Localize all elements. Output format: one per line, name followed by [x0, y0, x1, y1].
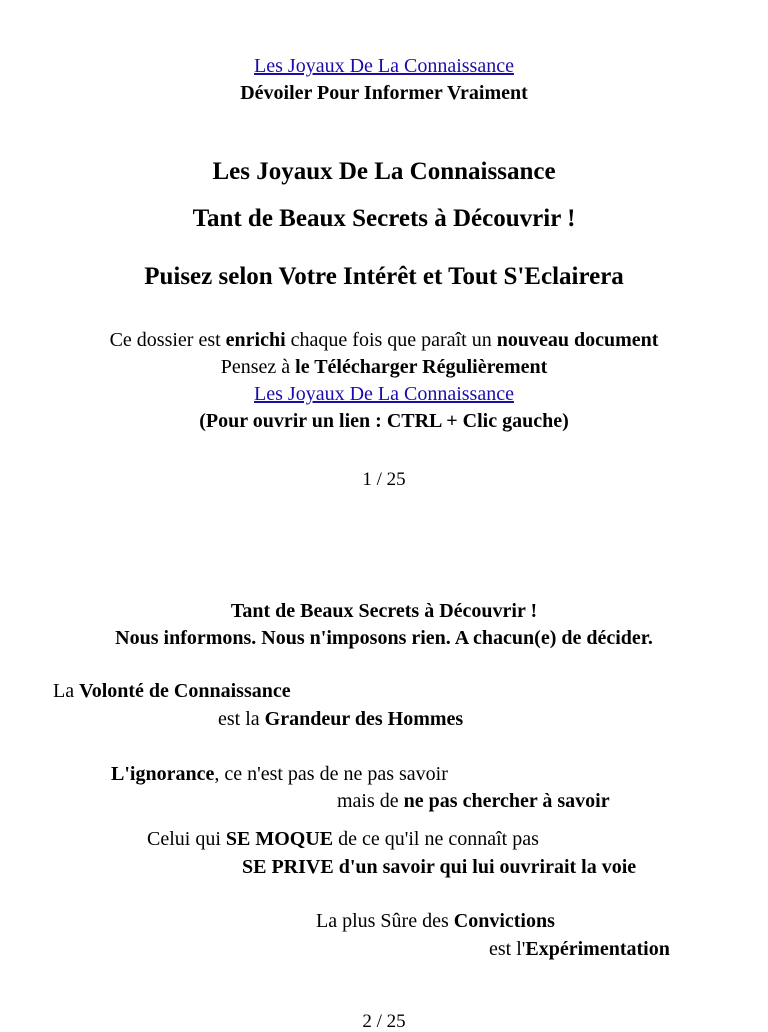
title-2: Tant de Beaux Secrets à Découvrir !: [192, 205, 576, 232]
quote-text: La plus Sûre des: [316, 910, 454, 932]
quote-bold: Grandeur des Hommes: [264, 708, 464, 730]
intro-bold: nouveau document: [496, 329, 659, 351]
tagline: [0, 83, 768, 103]
quote-bold: L'ignorance: [111, 763, 215, 785]
intro-bold: le Télécharger Régulièrement: [295, 356, 548, 378]
title-3: Puisez selon Votre Intérêt et Tout S'Eclairera: [144, 263, 624, 290]
section2-heading-2: [0, 628, 768, 648]
quote-bold: Volonté de Connaissance: [79, 680, 291, 702]
quote-1-line-2: [218, 709, 463, 729]
quote-4-line-2: [489, 939, 670, 959]
intro-text: chaque fois que paraît un: [285, 329, 497, 351]
quote-bold: SE MOQUE: [225, 828, 334, 850]
quote-4-line-1: [316, 911, 555, 931]
section2-heading-2-text: Nous informons. Nous n'imposons rien. A chacun(e) de décider.: [115, 627, 653, 649]
quote-1-line-1: [53, 681, 291, 701]
intro-text: Pensez à: [220, 356, 296, 378]
quote-2-line-1: [111, 764, 448, 784]
header-link-line: [0, 56, 768, 76]
intro-link[interactable]: Les Joyaux De La Connaissance: [254, 383, 514, 405]
link-hint-text: (Pour ouvrir un lien : CTRL + Clic gauche): [199, 410, 569, 432]
page-number-2: 2 / 25: [362, 1011, 406, 1032]
quote-bold: ne pas chercher à savoir: [403, 790, 610, 812]
intro-text: Ce dossier est: [109, 329, 226, 351]
section2-heading-1-text: Tant de Beaux Secrets à Découvrir !: [230, 600, 538, 622]
quote-text: Celui qui: [147, 828, 226, 850]
quote-3-line-2: [242, 857, 636, 877]
tagline-text: Dévoiler Pour Informer Vraiment: [240, 82, 528, 104]
quote-text: de ce qu'il ne connaît pas: [333, 828, 539, 850]
quote-text: est l': [489, 938, 526, 960]
header-link[interactable]: Les Joyaux De La Connaissance: [254, 55, 514, 77]
quote-text: La: [53, 680, 80, 702]
intro-line-1: [0, 330, 768, 350]
intro-link-line: [0, 384, 768, 404]
title-1: Les Joyaux De La Connaissance: [212, 158, 556, 185]
quote-3-line-1: [147, 829, 539, 849]
quote-text: mais de: [337, 790, 404, 812]
quote-text: , ce n'est pas de ne pas savoir: [214, 763, 448, 785]
quote-2-line-2: [337, 791, 610, 811]
quote-bold: Convictions: [453, 910, 555, 932]
quote-bold: Expérimentation: [525, 938, 670, 960]
section2-heading-1: [0, 601, 768, 621]
quote-bold: SE PRIVE d'un savoir qui lui ouvrirait la voie: [242, 856, 637, 878]
intro-bold: enrichi: [225, 329, 286, 351]
link-hint: [0, 411, 768, 431]
page-number-1: 1 / 25: [362, 469, 406, 490]
quote-text: est la: [218, 708, 265, 730]
intro-line-2: [0, 357, 768, 377]
